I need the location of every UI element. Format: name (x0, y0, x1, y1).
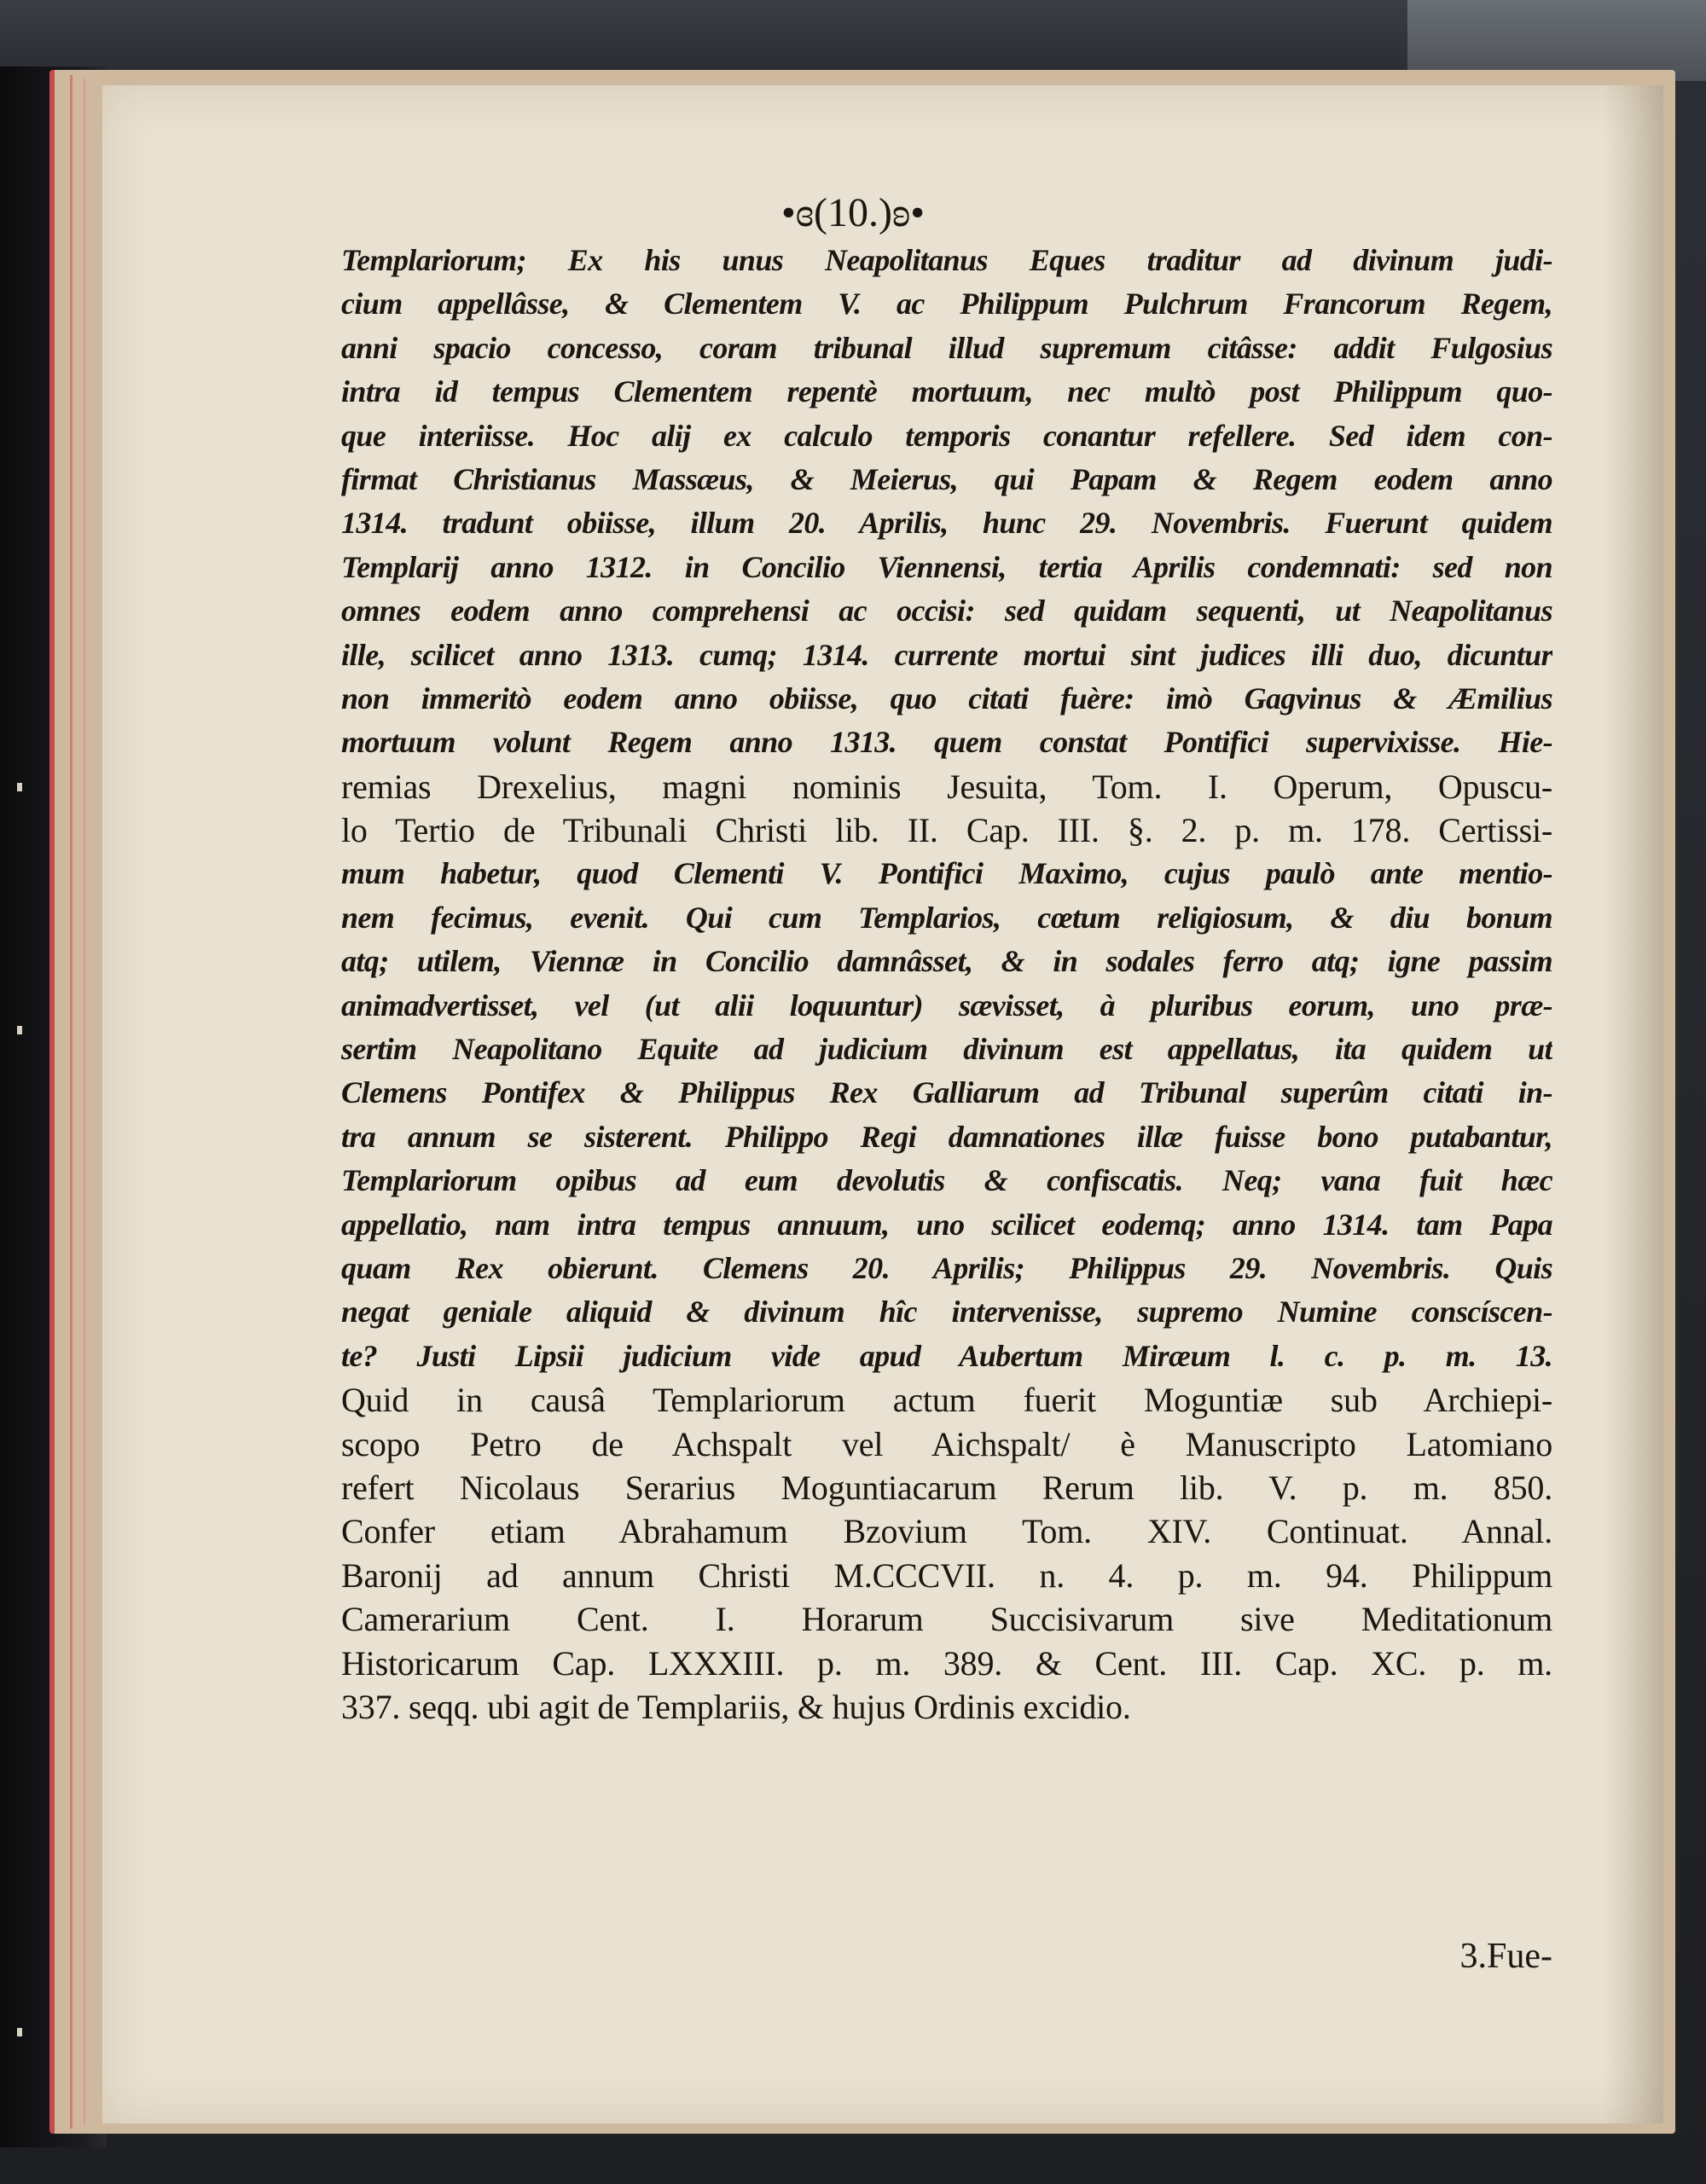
text-line: scopo Petro de Achspalt vel Aichspalt/ è Manuscripto Latomiano (341, 1424, 1552, 1463)
cover-mark (17, 1026, 22, 1034)
text-line: Templarij anno 1312. in Concilio Viennensi, tertia Aprilis condemnati: sed non (341, 549, 1552, 584)
text-line: animadvertisset, vel (ut alii loquuntur) sævisset, à pluribus eorum, uno præ- (341, 988, 1552, 1022)
text-line: refert Nicolaus Serarius Moguntiacarum Rerum lib. V. p. m. 850. (341, 1468, 1552, 1507)
text-line: que interiisse. Hoc alij ex calculo temporis conantur refellere. Sed idem con- (341, 418, 1552, 453)
text-line: nem fecimus, evenit. Qui cum Templarios, cœtum religiosum, & diu bonum (341, 900, 1552, 935)
text-line: te? Justi Lipsii judicium vide apud Aubertum Miræum l. c. p. m. 13. (341, 1338, 1552, 1373)
text-line: cium appellâsse, & Clementem V. ac Philippum Pulchrum Francorum Regem, (341, 287, 1552, 322)
text-line: tra annum se sisterent. Philippo Regi damnationes illæ fuisse bono putabantur, (341, 1119, 1552, 1154)
text-line: mum habetur, quod Clementi V. Pontifici Maximo, cujus paulò ante mentio- (341, 856, 1552, 891)
text-line: quam Rex obierunt. Clemens 20. Aprilis; Philippus 29. Novembris. Quis (341, 1250, 1552, 1285)
scanner-edge (1407, 0, 1706, 81)
text-line: Camerarium Cent. I. Horarum Succisivarum sive Meditationum (341, 1600, 1552, 1639)
text-line: Quid in causâ Templariorum actum fuerit Moguntiæ sub Archiepi- (341, 1381, 1552, 1420)
text-line: remias Drexelius, magni nominis Jesuita, Tom. I. Operum, Opuscu- (341, 767, 1552, 806)
text-line: negat geniale aliquid & divinum hîc intervenisse, supremo Numine conscíscen- (341, 1295, 1552, 1330)
cover-mark (17, 2028, 22, 2036)
catchword: 3.Fue- (1459, 1937, 1552, 1976)
text-line: sertim Neapolitano Equite ad judicium divinum est appellatus, ita quidem ut (341, 1032, 1552, 1067)
text-line: intra id tempus Clementem repentè mortuum, nec multò post Philippum quo- (341, 374, 1552, 409)
text-line: lo Tertio de Tribunali Christi lib. II. Cap. III. §. 2. p. m. 178. Certissi- (341, 811, 1552, 850)
text-line: 337. seqq. ubi agit de Templariis, & hujus Ordinis excidio. (341, 1687, 1131, 1726)
text-line: omnes eodem anno comprehensi ac occisi: sed quidam sequenti, ut Neapolitanus (341, 594, 1552, 629)
text-line: atq; utilem, Viennæ in Concilio damnâsset, & in sodales ferro atq; igne passim (341, 944, 1552, 979)
text-line: Templariorum opibus ad eum devolutis & confiscatis. Neq; vana fuit hæc (341, 1163, 1552, 1198)
text-line: ille, scilicet anno 1313. cumq; 1314. currente mortui sint judices illi duo, dicuntur (341, 637, 1552, 672)
text-line: Baronij ad annum Christi M.CCCVII. n. 4. p. m. 94. Philippum (341, 1555, 1552, 1595)
cover-mark (17, 783, 22, 791)
text-line: Historicarum Cap. LXXXIII. p. m. 389. & Cent. III. Cap. XC. p. m. (341, 1643, 1552, 1683)
text-line: Clemens Pontifex & Philippus Rex Galliarum ad Tribunal superûm citati in- (341, 1075, 1552, 1110)
text-line: anni spacio concesso, coram tribunal illud supremum citâsse: addit Fulgosius (341, 330, 1552, 365)
text-line: firmat Christianus Massæus, & Meierus, qui Papam & Regem eodem anno (341, 461, 1552, 496)
page-header: •ɞ(10.)ʚ• (780, 190, 926, 235)
text-line: Confer etiam Abrahamum Bzovium Tom. XIV. Continuat. Annal. (341, 1512, 1552, 1551)
text-line: appellatio, nam intra tempus annuum, uno scilicet eodemq; anno 1314. tam Papa (341, 1207, 1552, 1242)
text-line: Templariorum; Ex his unus Neapolitanus Eques traditur ad divinum judi- (341, 243, 1552, 277)
text-line: mortuum volunt Regem anno 1313. quem constat Pontifici supervixisse. Hie- (341, 725, 1552, 760)
text-line: 1314. tradunt obiisse, illum 20. Aprilis, hunc 29. Novembris. Fuerunt quidem (341, 506, 1552, 541)
text-line: non immeritò eodem anno obiisse, quo citati fuère: imò Gagvinus & Æmilius (341, 681, 1552, 715)
text-block (341, 239, 1552, 1729)
